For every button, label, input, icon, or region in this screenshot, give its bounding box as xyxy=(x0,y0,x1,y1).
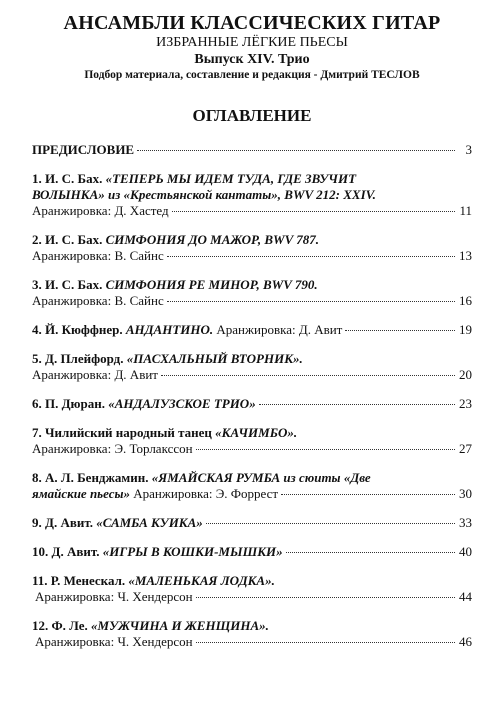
entry-number: 4. xyxy=(32,322,42,337)
toc-page xyxy=(0,12,500,707)
entry-title: СИМФОНИЯ РЕ МИНОР, BWV 790. xyxy=(105,277,318,292)
entry-title: АНДАНТИНО. xyxy=(125,322,214,337)
entry-number: 5. xyxy=(32,351,42,366)
entry-title: «ТЕПЕРЬ МЫ ИДЕМ ТУДА, ГДЕ ЗВУЧИТ xyxy=(105,171,357,186)
page-number: 13 xyxy=(459,248,472,263)
entry-title: «ЯМАЙСКАЯ РУМБА из сюиты «Две xyxy=(151,470,371,485)
entry-arranger: Аранжировка: В. Сайнс xyxy=(32,293,164,308)
page-number: 3 xyxy=(465,142,472,157)
entry-number: 7. xyxy=(32,425,42,440)
entry-number: 12. xyxy=(32,618,49,633)
preface-label: ПРЕДИСЛОВИЕ xyxy=(32,142,135,157)
entry-composer: А. Л. Бенджамин. xyxy=(45,470,149,485)
toc-heading: ОГЛАВЛЕНИЕ xyxy=(192,106,312,125)
entry-number: 3. xyxy=(32,277,42,292)
entry-composer: Д. Авит. xyxy=(45,515,94,530)
entry-number: 2. xyxy=(32,232,42,247)
page-number: 11 xyxy=(459,203,472,218)
book-subtitle: ИЗБРАННЫЕ ЛЁГКИЕ ПЬЕСЫ xyxy=(156,35,348,50)
dot-leader xyxy=(345,330,455,331)
entry-number: 6. xyxy=(32,396,42,411)
entry-number: 11. xyxy=(32,573,48,588)
entry-title: «ПАСХАЛЬНЫЙ ВТОРНИК». xyxy=(126,351,303,366)
toc-entry-4[interactable] xyxy=(32,322,472,338)
dot-leader xyxy=(196,642,455,643)
entry-arranger: Аранжировка: Д. Авит xyxy=(32,367,158,382)
toc-entry-1[interactable] xyxy=(32,171,472,219)
entry-arranger: Аранжировка: Ч. Хендерсон xyxy=(35,634,193,649)
page-number: 16 xyxy=(459,293,472,308)
issue-label: Выпуск XIV. Трио xyxy=(194,52,310,67)
dot-leader xyxy=(286,552,455,553)
entry-composer: Й. Кюффнер. xyxy=(45,322,123,337)
dot-leader xyxy=(196,597,455,598)
dot-leader xyxy=(281,494,455,495)
toc-entry-7[interactable] xyxy=(32,425,472,457)
page-number: 46 xyxy=(459,634,472,649)
entry-number: 8. xyxy=(32,470,42,485)
entry-title: «АНДАЛУЗСКОЕ ТРИО» xyxy=(108,396,256,411)
page-number: 20 xyxy=(459,367,472,382)
entry-number: 1. xyxy=(32,171,42,186)
entry-number: 10. xyxy=(32,544,49,559)
toc-entry-8[interactable] xyxy=(32,470,472,502)
dot-leader xyxy=(259,404,455,405)
entry-composer: Чилийский народный танец xyxy=(45,425,212,440)
toc-entry-9[interactable] xyxy=(32,515,472,531)
entry-composer: Д. Авит. xyxy=(51,544,100,559)
entry-arranger: Аранжировка: Э. Форрест xyxy=(133,486,279,501)
dot-leader xyxy=(167,256,455,257)
entry-title-cont: ВОЛЫНКА» из «Крестьянской кантаты», BWV 212: XXIV. xyxy=(32,187,376,202)
entry-composer: И. С. Бах. xyxy=(45,171,103,186)
toc-entry-5[interactable] xyxy=(32,351,472,383)
entry-title: «МАЛЕНЬКАЯ ЛОДКА». xyxy=(128,573,275,588)
entry-title-cont: ямайские пьесы» xyxy=(32,486,131,501)
entry-composer: И. С. Бах. xyxy=(45,232,103,247)
entry-composer: И. С. Бах. xyxy=(45,277,103,292)
page-number: 27 xyxy=(459,441,472,456)
editor-credits: Подбор материала, составление и редакция - Дмитрий ТЕСЛОВ xyxy=(84,69,420,81)
entry-arranger: Аранжировка: Э. Торлакссон xyxy=(32,441,193,456)
page-number: 33 xyxy=(459,515,472,530)
entry-title: «ИГРЫ В КОШКИ-МЫШКИ» xyxy=(102,544,283,559)
toc-entry-6[interactable] xyxy=(32,396,472,412)
entry-number: 9. xyxy=(32,515,42,530)
entry-arranger: Аранжировка: Д. Хастед xyxy=(32,203,169,218)
page-number: 23 xyxy=(459,396,472,411)
page-number: 19 xyxy=(459,322,472,337)
dot-leader xyxy=(161,375,455,376)
toc-entry-3[interactable] xyxy=(32,277,472,309)
entry-arranger: Аранжировка: Ч. Хендерсон xyxy=(35,589,193,604)
page-number: 44 xyxy=(459,589,472,604)
entry-arranger: Аранжировка: В. Сайнс xyxy=(32,248,164,263)
entry-title: «КАЧИМБО». xyxy=(215,425,298,440)
entry-title: СИМФОНИЯ ДО МАЖОР, BWV 787. xyxy=(105,232,319,247)
book-title: АНСАМБЛИ КЛАССИЧЕСКИХ ГИТАР xyxy=(63,12,441,34)
dot-leader xyxy=(206,523,455,524)
toc-entry-10[interactable] xyxy=(32,544,472,560)
dot-leader xyxy=(172,211,455,212)
page-number: 40 xyxy=(459,544,472,559)
entry-composer: Р. Менескал. xyxy=(50,573,126,588)
toc-entry-11[interactable] xyxy=(32,573,472,605)
page-number: 30 xyxy=(459,486,472,501)
entry-composer: Д. Плейфорд. xyxy=(45,351,124,366)
dot-leader xyxy=(137,150,455,151)
entry-title: «МУЖЧИНА И ЖЕНЩИНА». xyxy=(91,618,269,633)
entry-composer: Ф. Ле. xyxy=(51,618,88,633)
entry-composer: П. Дюран. xyxy=(45,396,105,411)
toc-entry-2[interactable] xyxy=(32,232,472,264)
dot-leader xyxy=(167,301,455,302)
entry-title: «САМБА КУИКА» xyxy=(96,515,203,530)
dot-leader xyxy=(196,449,455,450)
entry-arranger: Аранжировка: Д. Авит xyxy=(216,322,343,337)
toc-entry-preface[interactable] xyxy=(32,142,472,158)
toc-entry-12[interactable] xyxy=(32,618,472,650)
book-header xyxy=(32,12,472,82)
